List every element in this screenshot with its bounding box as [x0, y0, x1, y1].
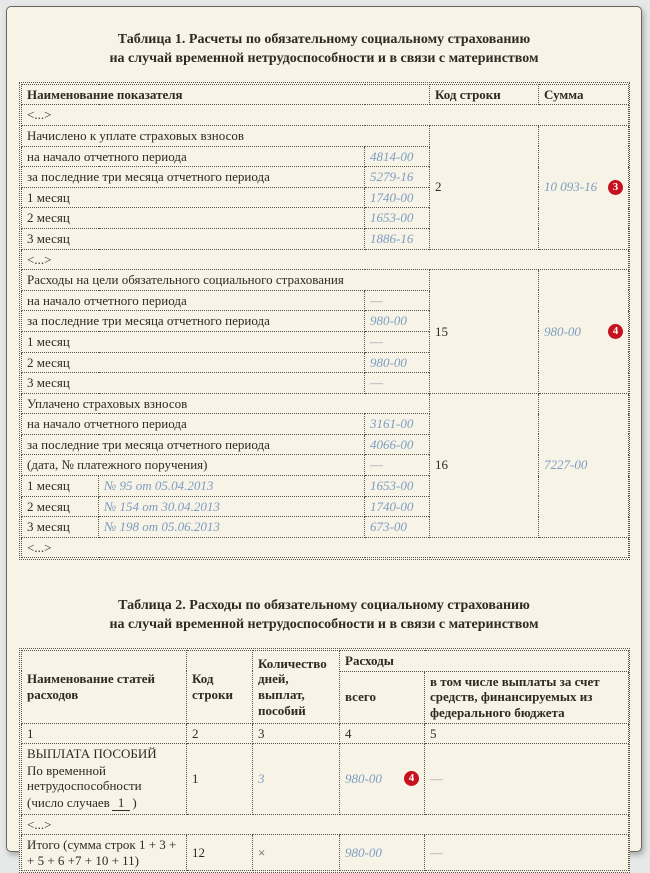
ellipsis-row [22, 249, 629, 270]
label-cell: на начало отчетного периода [22, 290, 365, 311]
sum-value: 10 093-16 [544, 179, 598, 195]
header-expense-name: Наименование статей расходов [22, 651, 187, 723]
table2-title-line2: на случай временной нетрудоспособности и в связи с материнством [109, 617, 539, 633]
label-cell: 3 месяц [22, 373, 365, 394]
label-cell: за последние три месяца отчетного периода [22, 434, 365, 455]
header-sum: Сумма [539, 84, 629, 105]
label-cell: 2 месяц [22, 208, 365, 229]
col-number: 5 [425, 723, 629, 744]
total-value: 980-00 [345, 771, 382, 787]
section2-heading-row [22, 270, 629, 291]
value-cell: 1653-00 [365, 476, 430, 497]
ellipsis-row [22, 105, 629, 126]
expense-name-sub: По временной нетрудоспособности [27, 762, 142, 794]
code-cell: 2 [430, 125, 539, 249]
label-cell: 1 месяц [22, 331, 365, 352]
benefit-payment-row [22, 744, 629, 814]
sum-value: 7227-00 [544, 457, 588, 473]
header-federal: в том числе выплаты за счет средств, финансируемых из федерального бюджета [425, 671, 629, 723]
total-cell [340, 744, 425, 814]
header-code: Код строки [430, 84, 539, 105]
label-cell: 3 месяц [22, 517, 99, 538]
cases-count: 1 [112, 795, 131, 811]
document-page [6, 6, 642, 868]
label-cell: за последние три месяца отчетного периода [22, 311, 365, 332]
section-heading-cell: Расходы на цели обязательного социального страхования [22, 270, 430, 291]
col-number: 2 [187, 723, 253, 744]
payment-order-cell: № 95 от 05.04.2013 [99, 476, 365, 497]
table2-header-row1 [22, 651, 629, 672]
label-cell: за последние три месяца отчетного периода [22, 167, 365, 188]
code-cell: 15 [430, 270, 539, 394]
ellipsis-cell: <...> [22, 249, 629, 270]
sum-cell [539, 393, 629, 537]
code-cell: 12 [187, 835, 253, 871]
expense-name-title: ВЫПЛАТА ПОСОБИЙ [27, 746, 157, 762]
sum-cell [539, 125, 629, 249]
days-cell: 3 [253, 744, 340, 814]
col-number: 4 [340, 723, 425, 744]
expense-name-cell [22, 744, 187, 814]
table1-title-line1: Таблица 1. Расчеты по обязательному социальному страхованию [117, 32, 531, 47]
value-cell: — [365, 373, 430, 394]
value-cell: 4814-00 [365, 146, 430, 167]
header-name: Наименование показателя [22, 84, 430, 105]
sum-cell [539, 270, 629, 394]
table2-title [7, 597, 641, 635]
value-cell: 1653-00 [365, 208, 430, 229]
sum-value: 980-00 [544, 323, 581, 339]
value-cell: — [365, 455, 430, 476]
code-cell: 16 [430, 393, 539, 537]
col-number: 1 [22, 723, 187, 744]
col-number: 3 [253, 723, 340, 744]
label-cell: 2 месяц [22, 496, 99, 517]
value-cell: 980-00 [365, 311, 430, 332]
table2-title-line1: Таблица 2. Расходы по обязательному социальному страхованию [118, 598, 530, 614]
value-cell: 980-00 [365, 352, 430, 373]
value-cell: — [365, 331, 430, 352]
column-number-row [22, 723, 629, 744]
table1-title-line2: на случай временной нетрудоспособности и в связи с материнством [109, 50, 539, 66]
label-cell: 1 месяц [22, 187, 365, 208]
header-expenses: Расходы [340, 651, 629, 672]
value-cell: 673-00 [365, 517, 430, 538]
section-heading-cell: Уплачено страховых взносов [22, 393, 430, 414]
totals-row [22, 835, 629, 871]
ellipsis-cell: <...> [22, 105, 629, 126]
table2-grid [21, 650, 629, 871]
ellipsis-cell: <...> [22, 814, 629, 835]
value-cell: 5279-16 [365, 167, 430, 188]
cases-line: (число случаев 1 ) [27, 794, 137, 810]
value-cell: 4066-00 [365, 434, 430, 455]
annotation-badge: 4 [608, 324, 623, 339]
header-code: Код строки [187, 651, 253, 723]
code-cell: 1 [187, 744, 253, 814]
table1-header-row [22, 84, 629, 105]
expense-name-cell: Итого (сумма строк 1 + 3 + + 5 + 6 +7 + 10 + 11) [22, 835, 187, 871]
table1-title [7, 31, 641, 69]
annotation-badge: 3 [608, 180, 623, 195]
label-cell: (дата, № платежного поручения) [22, 455, 365, 476]
value-cell: 1886-16 [365, 228, 430, 249]
table1 [19, 82, 630, 561]
section1-heading-row [22, 125, 629, 146]
value-cell: 1740-00 [365, 496, 430, 517]
label-cell: 3 месяц [22, 228, 365, 249]
annotation-badge: 4 [404, 771, 419, 786]
label-cell: на начало отчетного периода [22, 146, 365, 167]
table2 [19, 648, 630, 873]
header-days: Количество дней, выплат, пособий [253, 651, 340, 723]
table1-grid [21, 84, 629, 559]
value-cell: 3161-00 [365, 414, 430, 435]
ellipsis-row [22, 537, 629, 558]
payment-order-cell: № 198 от 05.06.2013 [99, 517, 365, 538]
value-cell: 1740-00 [365, 187, 430, 208]
ellipsis-row [22, 814, 629, 835]
label-cell: на начало отчетного периода [22, 414, 365, 435]
days-cell: × [253, 835, 340, 871]
total-cell: 980-00 [340, 835, 425, 871]
header-total: всего [340, 671, 425, 723]
payment-order-cell: № 154 от 30.04.2013 [99, 496, 365, 517]
value-cell: — [365, 290, 430, 311]
federal-cell: — [425, 835, 629, 871]
label-cell: 2 месяц [22, 352, 365, 373]
ellipsis-cell: <...> [22, 537, 629, 558]
federal-cell: — [425, 744, 629, 814]
section-heading-cell: Начислено к уплате страховых взносов [22, 125, 430, 146]
section3-heading-row [22, 393, 629, 414]
label-cell: 1 месяц [22, 476, 99, 497]
